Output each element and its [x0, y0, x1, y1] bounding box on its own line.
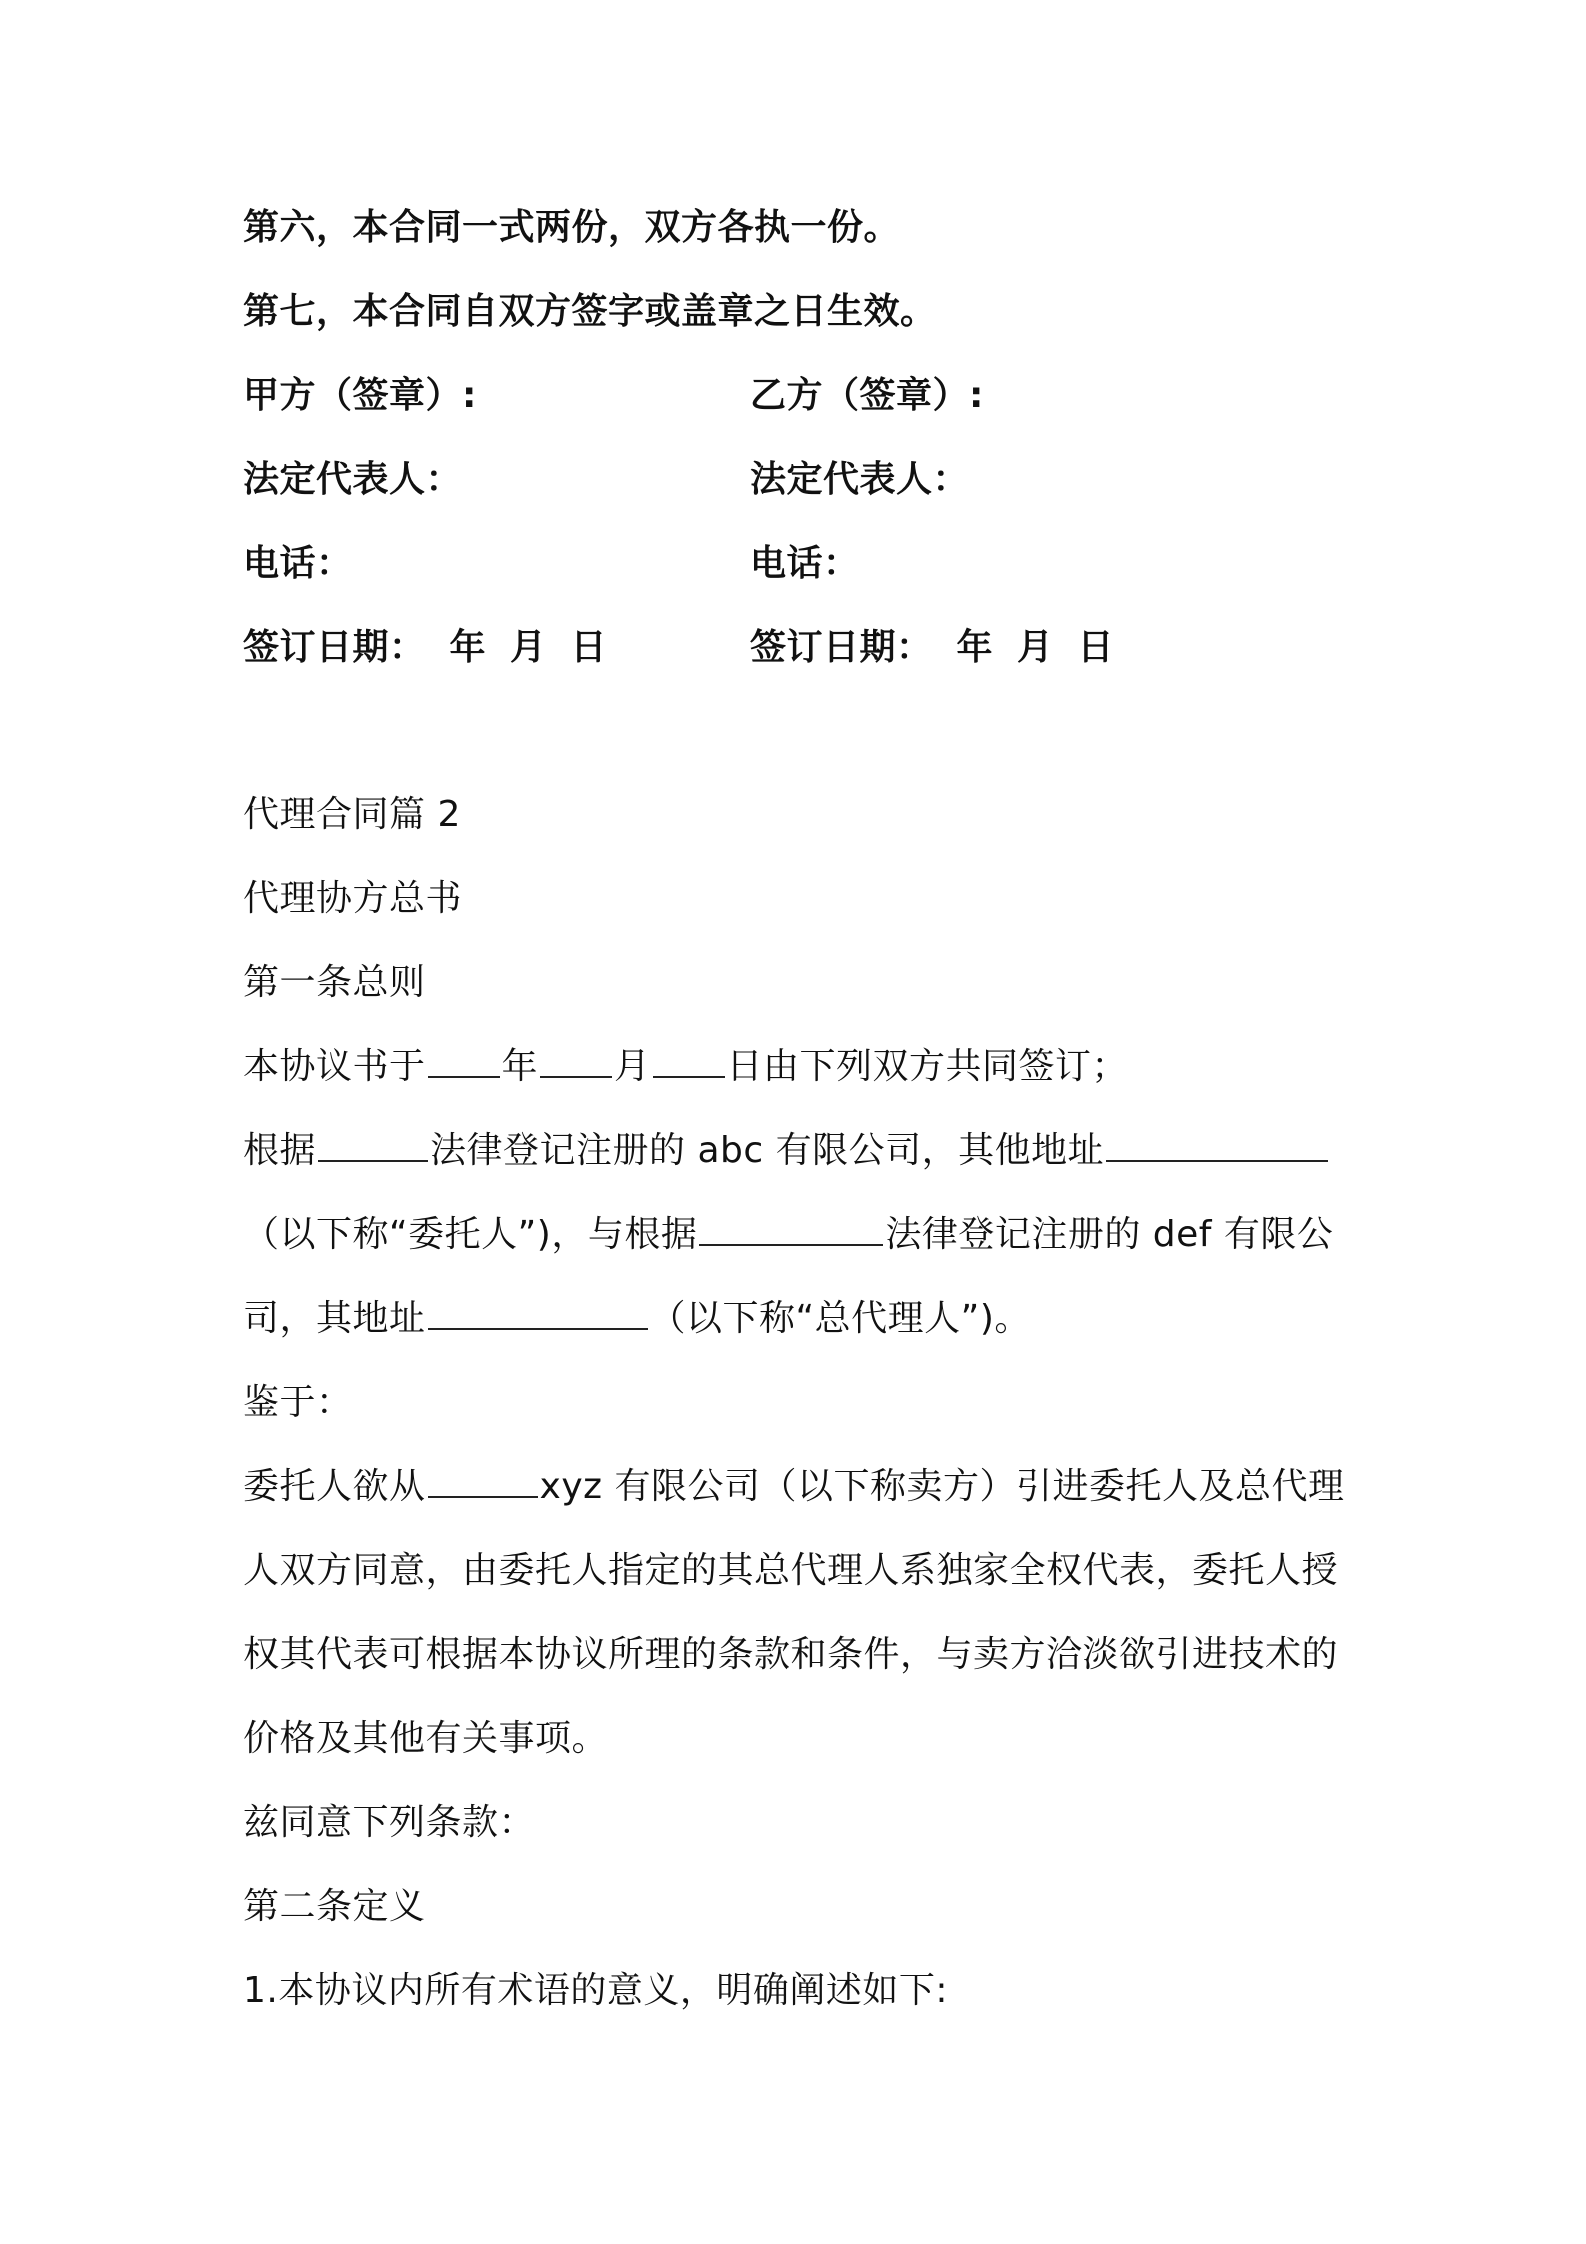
whereas-heading: 鉴于： [243, 1382, 353, 1423]
paragraph-line [243, 1463, 1344, 1511]
party-a-sign-date [243, 624, 607, 672]
text-segment: （以下称“委托人”)，与根据 [243, 1214, 698, 1255]
agreement-intro: 兹同意下列条款： [243, 1802, 536, 1843]
party-a-phone: 电话： [243, 543, 353, 584]
party-b-representative: 法定代表人： [750, 459, 970, 500]
article-6: 第六，本合同一式两份，双方各执一份。 [243, 207, 901, 248]
blank-field [1106, 1130, 1328, 1162]
party-b-sign-date [750, 624, 1114, 672]
sign-date-year: 年 [956, 627, 994, 668]
text-segment: 委托人欲从 [243, 1466, 426, 1507]
party-a-representative: 法定代表人： [243, 459, 463, 500]
text-segment: 本协议书于 [243, 1046, 426, 1087]
article-2-heading: 第二条定义 [243, 1886, 426, 1927]
article-7: 第七，本合同自双方签字或盖章之日生效。 [243, 291, 937, 332]
blank-field [428, 1466, 538, 1498]
signing-date-sentence [243, 1043, 1128, 1091]
text-segment: 法律登记注册的 abc 有限公司，其他地址 [430, 1130, 1105, 1171]
text-segment: 月 [614, 1046, 651, 1087]
blank-field [540, 1046, 612, 1078]
party-b-signature: 乙方（签章）: [750, 375, 984, 416]
paragraph-line [243, 1127, 1330, 1175]
blank-field [428, 1298, 648, 1330]
sign-date-month: 月 [510, 627, 547, 668]
article-1-heading: 第一条总则 [243, 962, 426, 1003]
sign-date-label: 签订日期： [243, 627, 426, 668]
party-a-signature: 甲方（签章）: [243, 375, 477, 416]
paragraph-line: 人双方同意，由委托人指定的其总代理人系独家全权代表，委托人授 [243, 1550, 1339, 1591]
paragraph-line [243, 1211, 1333, 1259]
sign-date-label: 签订日期： [750, 627, 933, 668]
blank-field [318, 1130, 428, 1162]
text-segment: 法律登记注册的 def 有限公 [885, 1214, 1334, 1255]
text-segment: 根据 [243, 1130, 317, 1171]
contract-subtitle: 代理协方总书 [243, 878, 463, 919]
text-segment: （以下称“总代理人”)。 [649, 1298, 1031, 1339]
blank-field [653, 1046, 725, 1078]
text-segment: xyz 有限公司（以下称卖方）引进委托人及总代理 [539, 1466, 1345, 1507]
paragraph-line [243, 1295, 1031, 1343]
text-segment: 年 [501, 1046, 539, 1087]
party-b-phone: 电话： [750, 543, 860, 584]
text-segment: 司，其地址 [243, 1298, 426, 1339]
definition-item-1: 1.本协议内所有术语的意义，明确阐述如下: [243, 1970, 948, 2011]
blank-field [699, 1214, 883, 1246]
blank-field [428, 1046, 500, 1078]
text-segment: 日由下列双方共同签订； [726, 1046, 1129, 1087]
contract-title: 代理合同篇 2 [243, 794, 461, 835]
sign-date-year: 年 [449, 627, 487, 668]
paragraph-line: 价格及其他有关事项。 [243, 1718, 609, 1759]
paragraph-line: 权其代表可根据本协议所理的条款和条件，与卖方洽淡欲引进技术的 [243, 1634, 1339, 1675]
sign-date-month: 月 [1017, 627, 1054, 668]
sign-date-day: 日 [1077, 627, 1115, 668]
sign-date-day: 日 [570, 627, 608, 668]
